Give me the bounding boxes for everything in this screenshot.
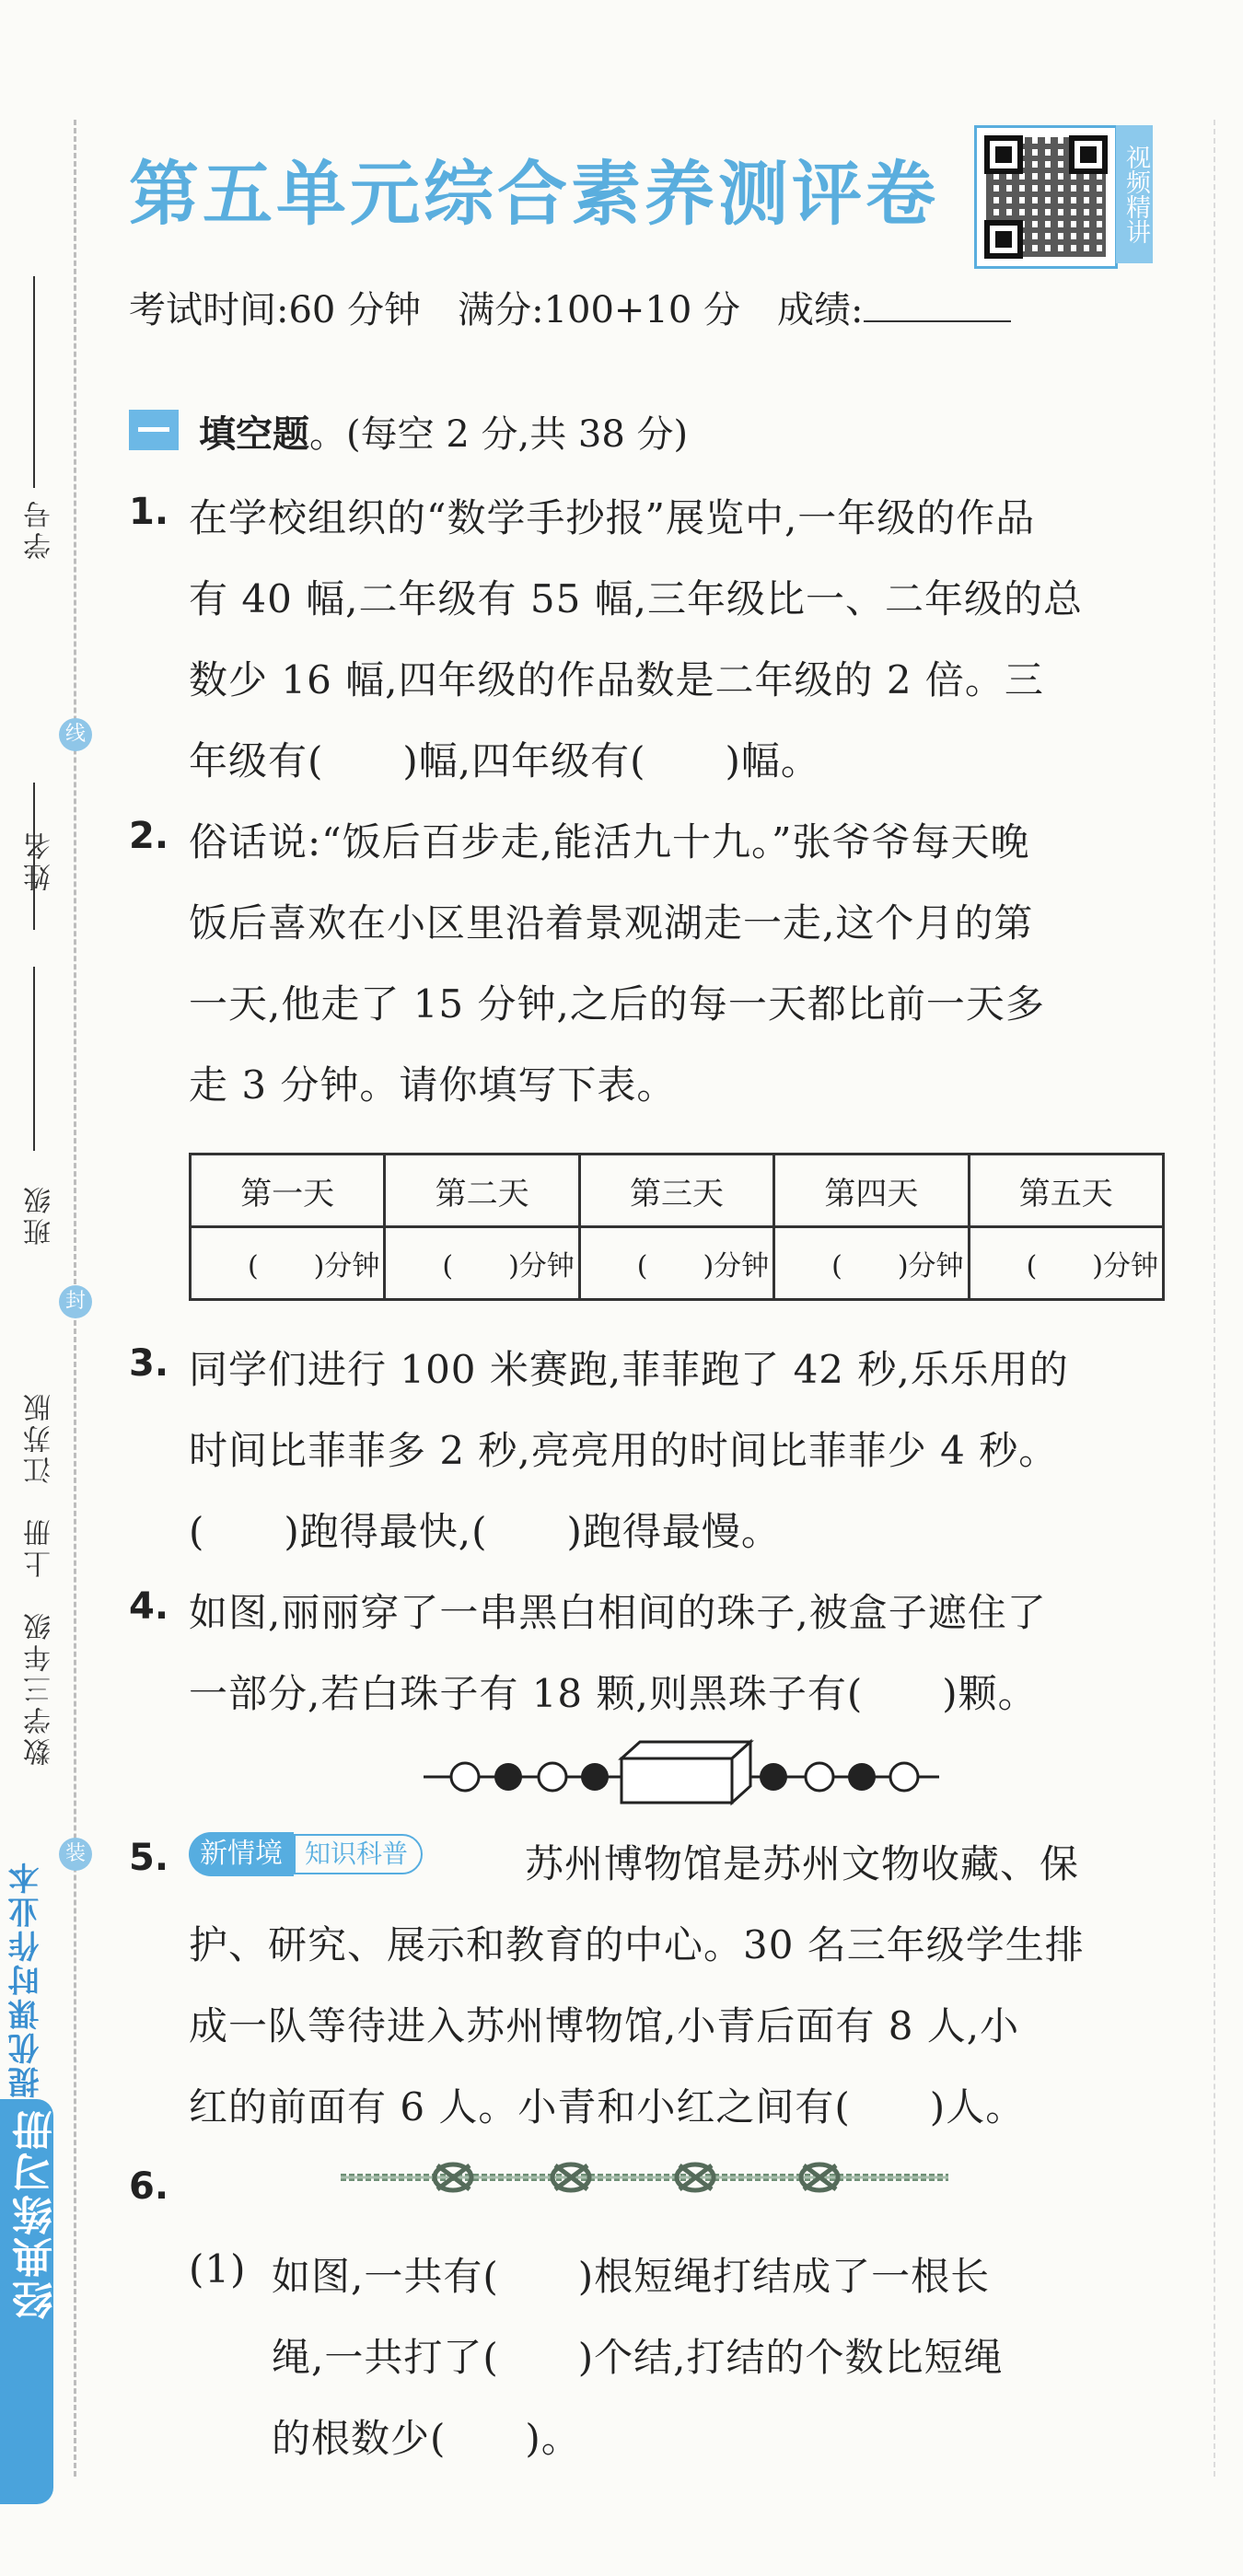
table-row — [191, 1227, 1164, 1300]
question-number: 6. — [129, 2165, 169, 2208]
q6-line: 的根数少( )。 — [272, 2416, 581, 2461]
context-tag — [189, 1832, 423, 1876]
white-bead — [806, 1763, 833, 1791]
q5-line: 苏州博物馆是苏州文物收藏、保 — [525, 1841, 1080, 1886]
table-header-row — [191, 1155, 1164, 1227]
q6-sub-number: (1) — [189, 2246, 247, 2292]
exam-info — [129, 281, 1011, 333]
book-label: 数学三年级 上册 江苏版 — [24, 1390, 56, 1766]
cover-box — [622, 1742, 750, 1803]
score-blank[interactable] — [864, 287, 1011, 322]
class-blank[interactable] — [33, 967, 35, 1151]
q1-line: 在学校组织的“数学手抄报”展览中,一年级的作品 — [189, 495, 1036, 540]
exam-info-text: 考试时间:60 分钟 满分:100+10 分 成绩: — [129, 289, 864, 331]
right-dashed-line — [1214, 120, 1215, 2477]
white-bead — [451, 1763, 479, 1791]
table-header: 第五天 — [969, 1155, 1163, 1227]
q2-line: 饭后喜欢在小区里沿着景观湖走一走,这个月的第 — [189, 900, 1034, 946]
tag-knowledge: 知识科普 — [294, 1834, 423, 1874]
table-header: 第三天 — [579, 1155, 773, 1227]
section-number-badge — [129, 410, 179, 450]
q2-line: 一天,他走了 15 分钟,之后的每一天都比前一天多 — [189, 981, 1045, 1027]
question-number: 2. — [129, 815, 169, 857]
student-id-label: 学号 — [24, 497, 56, 560]
white-bead — [890, 1763, 918, 1791]
q1-line: 有 40 幅,二年级有 55 幅,三年级比一、二年级的总 — [189, 576, 1083, 621]
table-answer-cell[interactable]: ( )分钟 — [774, 1227, 969, 1300]
q2-line: 走 3 分钟。请你填写下表。 — [189, 1062, 677, 1108]
section-note: 。(每空 2 分,共 38 分) — [309, 413, 689, 456]
q3-line: ( )跑得最快,( )跑得最慢。 — [189, 1509, 781, 1554]
question-number: 5. — [129, 1837, 169, 1879]
white-bead — [539, 1763, 566, 1791]
brand-subtitle: 提优课时作业本 — [8, 1860, 45, 2098]
name-label: 姓名 — [24, 829, 56, 891]
table-answer-cell[interactable]: ( )分钟 — [969, 1227, 1163, 1300]
q4-line: 如图,丽丽穿了一串黑白相间的珠子,被盒子遮住了 — [189, 1590, 1047, 1635]
question-number: 4. — [129, 1585, 169, 1628]
qr-finder — [984, 135, 1023, 174]
student-id-blank[interactable] — [33, 276, 35, 488]
table-answer-cell[interactable]: ( )分钟 — [385, 1227, 579, 1300]
black-bead — [760, 1763, 787, 1791]
q5-line: 成一队等待进入苏州博物馆,小青后面有 8 人,小 — [189, 2003, 1020, 2048]
section-title: 填空题 — [199, 413, 309, 456]
brand-title: 经典练习册 — [13, 2108, 60, 2320]
table-header: 第四天 — [774, 1155, 969, 1227]
table-answer-cell[interactable]: ( )分钟 — [579, 1227, 773, 1300]
black-bead — [494, 1763, 522, 1791]
question-number: 3. — [129, 1342, 169, 1385]
q6-line: 绳,一共打了( )个结,打结的个数比短绳 — [272, 2335, 1004, 2380]
walking-table — [189, 1153, 1165, 1301]
q1-line: 年级有( )幅,四年级有( )幅。 — [189, 738, 820, 783]
q3-line: 同学们进行 100 米赛跑,菲菲跑了 42 秒,乐乐用的 — [189, 1347, 1069, 1392]
class-label: 班级 — [24, 1183, 56, 1246]
bind-mark: 装 — [59, 1838, 92, 1871]
table-answer-cell[interactable]: ( )分钟 — [191, 1227, 385, 1300]
qr-label: 视频精讲 — [1116, 125, 1153, 263]
qr-code[interactable] — [974, 125, 1118, 269]
seal-mark: 封 — [59, 1285, 92, 1318]
q5-line: 护、研究、展示和教育的中心。30 名三年级学生排 — [189, 1922, 1085, 1967]
section-heading — [199, 405, 688, 458]
rope-figure — [341, 2154, 948, 2200]
q4-line: 一部分,若白珠子有 18 颗,则黑珠子有( )颗。 — [189, 1671, 1038, 1716]
tag-new-context: 新情境 — [189, 1832, 294, 1876]
page-title: 第五单元综合素养测评卷 — [129, 153, 939, 235]
line-mark: 线 — [59, 718, 92, 751]
q6-line: 如图,一共有( )根短绳打结成了一根长 — [272, 2254, 991, 2299]
qr-finder — [1069, 135, 1108, 174]
beads-figure — [424, 1731, 939, 1814]
black-bead — [581, 1763, 609, 1791]
q5-line: 红的前面有 6 人。小青和小红之间有( )人。 — [189, 2084, 1026, 2129]
black-bead — [848, 1763, 876, 1791]
q3-line: 时间比菲菲多 2 秒,亮亮用的时间比菲菲少 4 秒。 — [189, 1428, 1059, 1473]
table-header: 第一天 — [191, 1155, 385, 1227]
question-number: 1. — [129, 491, 169, 533]
table-header: 第二天 — [385, 1155, 579, 1227]
q1-line: 数少 16 幅,四年级的作品数是二年级的 2 倍。三 — [189, 657, 1044, 702]
qr-finder — [984, 220, 1023, 259]
q2-line: 俗话说:“饭后百步走,能活九十九。”张爷爷每天晚 — [189, 819, 1030, 864]
